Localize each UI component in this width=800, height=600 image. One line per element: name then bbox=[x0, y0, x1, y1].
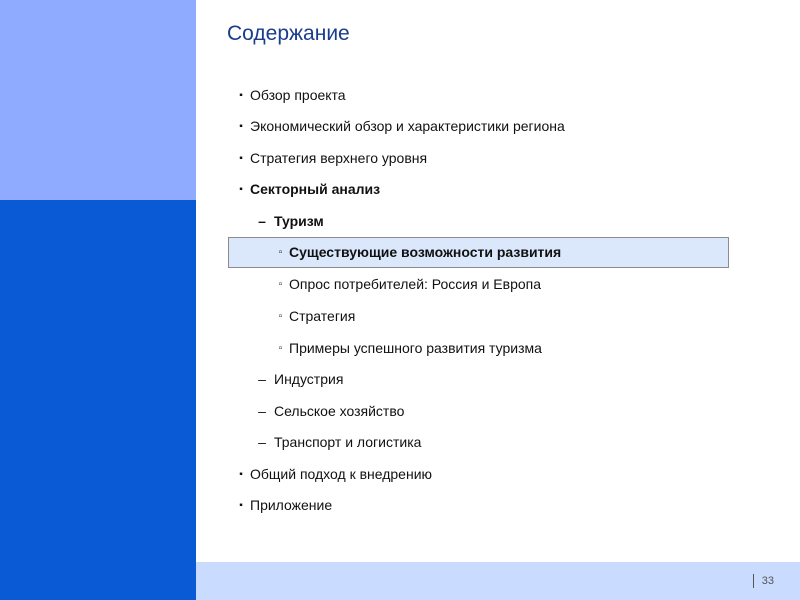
hollow-square-bullet-icon: ▫ bbox=[278, 278, 283, 290]
toc-item-sector-analysis[interactable] bbox=[232, 179, 380, 199]
toc-item-label: Секторный анализ bbox=[250, 181, 381, 197]
toc-item-label: Обзор проекта bbox=[250, 87, 346, 103]
dash-bullet-icon: – bbox=[258, 403, 266, 419]
page-number-divider bbox=[753, 574, 754, 588]
toc-item-economic-overview[interactable] bbox=[232, 116, 565, 136]
toc-item-existing-opportunities[interactable] bbox=[272, 242, 561, 262]
toc-item-success-examples[interactable] bbox=[272, 338, 542, 358]
toc-item-appendix[interactable] bbox=[232, 495, 332, 515]
toc-item-label: Экономический обзор и характеристики региона bbox=[250, 118, 565, 134]
toc-item-label: Туризм bbox=[274, 213, 324, 229]
toc-item-label: Общий подход к внедрению bbox=[250, 466, 433, 482]
toc-item-label: Опрос потребителей: Россия и Европа bbox=[289, 276, 542, 292]
toc-item-tourism[interactable] bbox=[250, 211, 324, 231]
toc-item-industry[interactable] bbox=[250, 369, 343, 389]
page-number-value: 33 bbox=[761, 575, 774, 587]
toc-item-consumer-survey[interactable] bbox=[272, 274, 541, 294]
dash-bullet-icon: – bbox=[258, 213, 266, 229]
toc-item-project-overview[interactable] bbox=[232, 85, 346, 105]
slide-title: Содержание bbox=[227, 22, 350, 45]
hollow-square-bullet-icon: ▫ bbox=[278, 310, 283, 322]
dash-bullet-icon: – bbox=[258, 371, 266, 387]
toc-item-label: Стратегия bbox=[289, 308, 356, 324]
square-bullet-icon: ▪ bbox=[239, 468, 243, 480]
toc-item-top-level-strategy[interactable] bbox=[232, 148, 427, 168]
toc-item-label: Транспорт и логистика bbox=[274, 434, 422, 450]
hollow-square-bullet-icon: ▫ bbox=[278, 246, 283, 258]
page-number bbox=[753, 574, 774, 588]
toc-item-transport-logistics[interactable] bbox=[250, 432, 421, 452]
square-bullet-icon: ▪ bbox=[239, 499, 243, 511]
toc-item-implementation-approach[interactable] bbox=[232, 464, 432, 484]
square-bullet-icon: ▪ bbox=[239, 152, 243, 164]
square-bullet-icon: ▪ bbox=[239, 183, 243, 195]
toc-item-label: Индустрия bbox=[274, 371, 344, 387]
toc-item-label: Стратегия верхнего уровня bbox=[250, 150, 428, 166]
toc-item-strategy[interactable] bbox=[272, 306, 355, 326]
toc-item-label: Приложение bbox=[250, 497, 333, 513]
toc-item-label: Примеры успешного развития туризма bbox=[289, 340, 542, 356]
hollow-square-bullet-icon: ▫ bbox=[278, 342, 283, 354]
square-bullet-icon: ▪ bbox=[239, 89, 243, 101]
toc-item-label: Сельское хозяйство bbox=[274, 403, 405, 419]
square-bullet-icon: ▪ bbox=[239, 120, 243, 132]
toc-item-label: Существующие возможности развития bbox=[289, 244, 562, 260]
dash-bullet-icon: – bbox=[258, 434, 266, 450]
toc-item-agriculture[interactable] bbox=[250, 401, 404, 421]
